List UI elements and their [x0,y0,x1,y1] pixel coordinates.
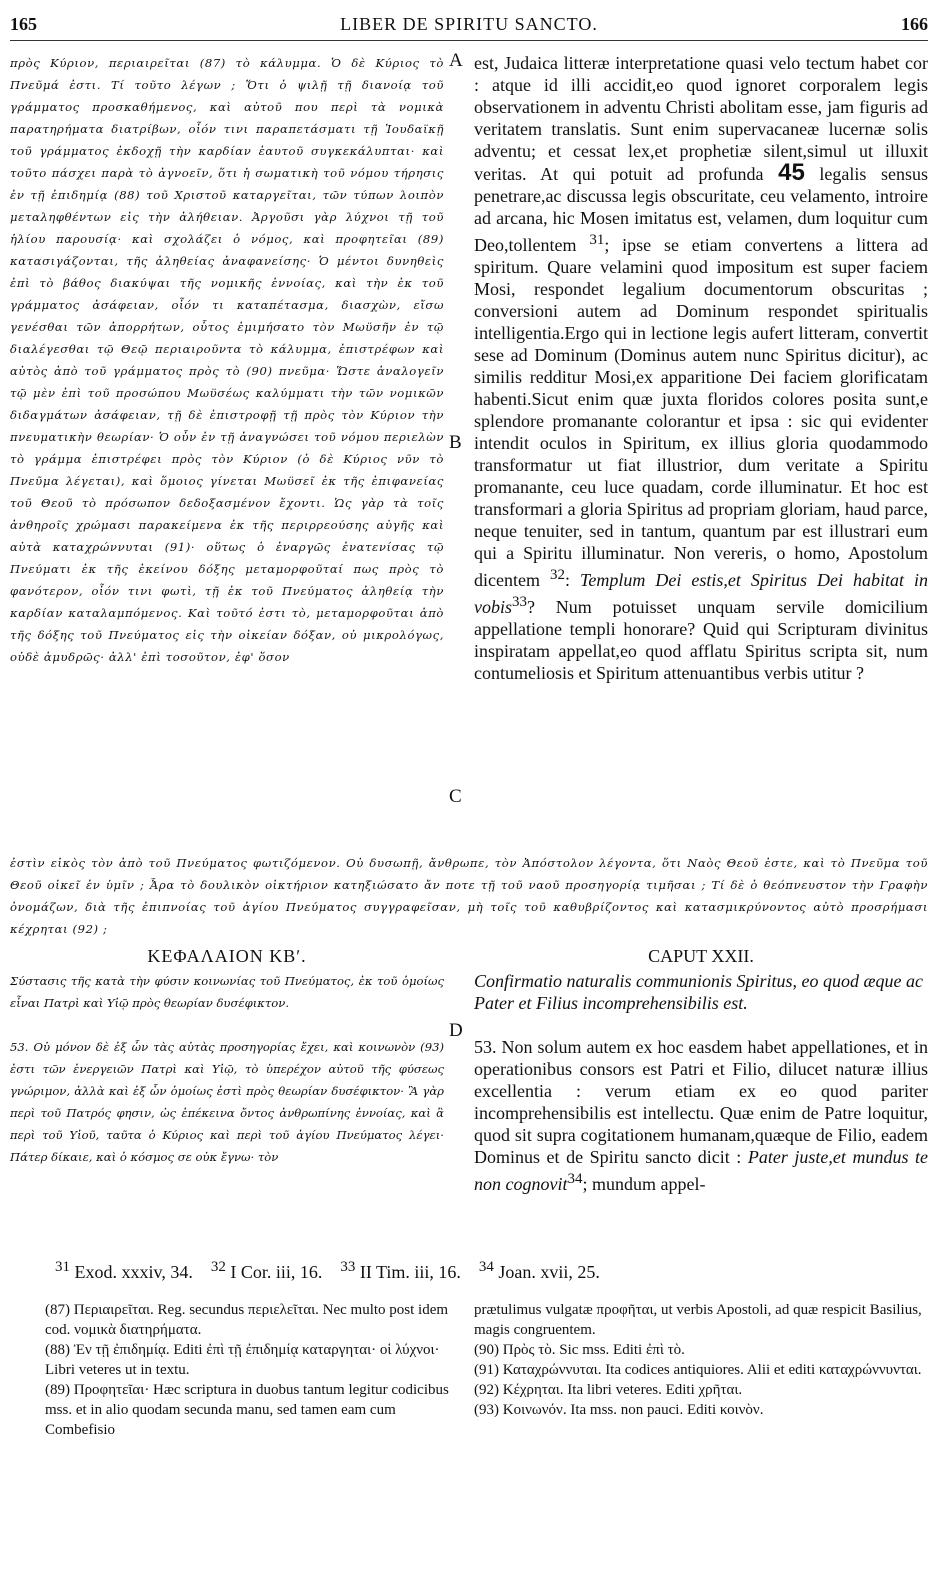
note-item: (89) Προφητεῖαι· Hæc scriptura in duobus tantum legitur codicibus mss. et in alio quodam secunda manu, sed tamen eam cum Combefisio [45,1382,449,1438]
page-number-left: 165 [10,14,37,34]
latin-part-2: legalis sensus penetrare,ac discussa legis obscuritate, ceu velamento, introire ad arcana, hic Mosen imitatus est, velamen, dum loquitur cum Deo,tollentem [474,164,928,255]
ref-text: I Cor. iii, 16. [230,1262,323,1282]
note-item: (92) Κέχρηται. Ita libri veteres. Editi χρῆται. [474,1382,743,1398]
ref-text: II Tim. iii, 16. [359,1262,461,1282]
note-item: (87) Περιαιρεῖται. Reg. secundus περιελεῖται. Nec multo post idem cod. νομικὰ διατηρήματα. [45,1302,449,1338]
greek-chapter-text: 53. Οὐ μόνον δὲ ἐξ ὧν τὰς αὐτὰς προσηγορίας ἔχει, καὶ κοινωνὸν (93) ἐστι τῶν ἐνεργειῶν Πατρὶ καὶ Υἱῷ, τὸ ὑπερέχον αὐτοῦ τῆς φύσεως γνώριμον, ἀλλὰ καὶ ἐξ ὧν ὁμοίως ἐστὶ πρὸς θεωρίαν δυσέφικτον· Ἃ γὰρ περὶ τοῦ Πατρός φησιν, ὡς ἐπέκεινα ὄντος ἀνθρωπίνης ἐννοίας, καὶ ἃ περὶ τοῦ Υἱοῦ, ταῦτα ὁ Κύριος καὶ περὶ τοῦ ἁγίου Πνεύματος λέγει· Πάτερ δίκαιε, καὶ ὁ κόσμος σε οὐκ ἔγνω· τὸν [10,1040,444,1164]
section-number: 45 [778,159,805,186]
page-number-right: 166 [901,14,928,34]
ref-number: 33 [340,1259,356,1275]
greek-chapter-summary: Σύστασις τῆς κατὰ τὴν φύσιν κοινωνίας τοῦ Πνεύματος, ἐκ τοῦ ὁμοίως εἶναι Πατρὶ καὶ Υἱῷ πρὸς θεωρίαν δυσέφικτον. [10,974,444,1010]
note-item: (90) Πρὸς τὸ. Sic mss. Editi ἐπὶ τὸ. [474,1342,685,1358]
note-item: prætulimus vulgatæ προφῆται, ut verbis Apostoli, ad quæ respicit Basilius, magis congruentem. [474,1302,922,1338]
latin-chapter-title: CAPUT XXII. [648,946,754,966]
latin-part-1: est, Judaica litteræ interpretatione quasi velo tectum habet cor : atque id illi accidit,eo quod ignoret corporalem legis observationem in adventu Christi abolitam esse, jam figuris ad veritatem translatis. Sunt enim supervacaneæ lucernæ solis adventu; et cessat lex,et prophetiæ silent,simul ut illuxit veritas. At qui potuit ad profunda [474,53,928,184]
latin-chapter-text-b: ; mundum appel- [582,1174,706,1194]
latin-chapter-text [474,1036,928,1195]
note-item: (88) Ἐν τῇ ἐπιδημίᾳ. Editi ἐπὶ τῇ ἐπιδημίᾳ καταργηται· οἱ λύχνοι· Libri veteres ut in textu. [45,1342,440,1378]
notes-left [45,1300,449,1440]
greek-chapter-title: ΚΕΦΑΛΑΙΟΝ ΚΒʹ. [147,946,307,966]
margin-letter-c: C [449,786,462,807]
footnote-ref-34: 34 [567,1171,583,1187]
footnote-ref-33: 33 [512,594,527,610]
latin-chapter-quote: Pater juste,et mundus te non cognovit [474,1147,928,1194]
latin-column-text: est, Judaica litteræ interpretatione quasi velo tectum habet cor : atque id illi accidit,eo quod ignoret corporalem legis observationem in adventu Christi abolitam esse, jam figuris ad veritatem translatis. Sunt enim supervacaneæ lucernæ solis adventu; et cessat lex,et prophetiæ silent,simul ut illuxit veritas. At qui potuit ad profunda 45 legalis sensus penetrare,ac discussa legis obscuritate, ceu velamento, introire ad arcana, hic Mosen imitatus est, velamen, dum loquitur cum Deo,tollentem $^{31}$; ipse se etiam convertens a littera ad spiritum. Quare velamini quod impositum est super faciem Mosi, respondet legalium documentorum obscuritas ; conversioni autem ad Dominum respondet spiritualis intelligentia.Ergo qui in lectione legis aufert litteram, convertit sese ad Dominum (Dominus autem nunc Spiritus dicitur), ac similis redditur Mosi,ex apparitione Dei faciem glorificatam habenti.Sicut enim quæ juxta floridos colores posita sunt,e splendore promanante colorantur et ipsa : sic qui evidenter intendit oculos in Spiritum, ex illius gloria quodammodo transformatur ut fiat illustrior, dum veritate a Spiritu promanante, ceu luce quadam, corde illuminatur. Et hoc est transformari a gloria Spiritus ad propriam gloriam, haud parce, neque tenuiter, sed in tantum, quantum par est illustrari eum qui a Spiritu illuminatur. Non vereris, o homo, Apostolum dicentem $^{32}$: Templum Dei estis,et Spiritus Dei habitat in vobis$^{33}$? Num potuisset unquam servile domicilium appellatione templi honorare? Quid qui Scripturam divinitus inspiratam appellat,eo quod afflatu Spiritus scripta sit, num contumeliosis et Spiritum attenuantibus verbis utitur ? [474,53,928,683]
latin-chapter-text-a: 53. Non solum autem ex hoc easdem habet appellationes, et in operationibus consors est Patri et Filio, dilucet naturæ illius excellentia : verum etiam ex eo quod pariter incomprehensibilis est intellectu. Quæ enim de Patre loquitur, quod sit supra cogitationem humanam,quæque de Filio, eadem Dominus et de Spiritu sancto dicit : [474,1037,928,1167]
running-header [10,14,928,38]
latin-part-3: ; ipse se etiam convertens a littera ad spiritum. Quare velamini quod impositum est super faciem Mosi, respondet legalium documentorum obscuritas ; conversioni autem ad Dominum respondet spiritualis intelligentia.Ergo qui in lectione legis aufert litteram, convertit sese ad Dominum (Dominus autem nunc Spiritus dicitur), ac similis redditur Mosi,ex apparitione Dei faciem glorificatam habenti.Sicut enim quæ juxta floridos colores posita sunt,e splendore promanante colorantur et ipsa : sic qui evidenter intendit oculos in Spiritum, ex illius gloria quodammodo transformatur ut fiat illustrior, dum veritate a Spiritu promanante, ceu luce quadam, corde illuminatur. Et hoc est transformari a gloria Spiritus ad propriam gloriam, haud parce, neque tenuiter, sed in tantum, quantum par est illustrari eum qui a Spiritu illuminatur. Non vereris, o homo, Apostolum dicentem [474,235,928,590]
margin-letter-b: B [449,432,462,453]
greek-full-width-text: ἐστὶν εἰκὸς τὸν ἀπὸ τοῦ Πνεύματος φωτιζόμενον. Οὐ δυσωπῇ, ἄνθρωπε, τὸν Ἀπόστολον λέγοντα, ὅτι Ναὸς Θεοῦ ἐστε, καὶ τὸ Πνεῦμα τοῦ Θεοῦ οἰκεῖ ἐν ὑμῖν ; Ἆρα τὸ δουλικὸν οἰκτήριον κατηξιώσατο ἄν ποτε τῇ τοῦ ναοῦ προσηγορίᾳ τιμῆσαι ; Τί δὲ ὁ θεόπνευστον τὴν Γραφὴν ὀνομάζων, διὰ τῆς ἐπιπνοίας τοῦ ἁγίου Πνεύματος συγγραφεῖσαν, μὴ τοῖς τοῦ καθυβρίζοντος καὶ κατασμικρύνοντος αὐτὸ προσρήμασι κέχρηται (92) ; [10,856,928,936]
notes-right [474,1300,928,1420]
margin-letter-d: D [449,1020,463,1041]
ref-number: 32 [210,1259,226,1275]
running-title: LIBER DE SPIRITU SANCTO. [340,14,598,34]
footnote-ref-32: 32 [550,567,566,583]
header-rule [10,40,928,41]
scripture-references [55,1256,925,1283]
greek-column-text: πρὸς Κύριον, περιαιρεῖται (87) τὸ κάλυμμα. Ὁ δὲ Κύριος τὸ Πνεῦμά ἐστι. Τί τοῦτο λέγων ; Ὅτι ὁ ψιλῇ τῇ διανοίᾳ τοῦ γράμματος προσκαθήμενος, καὶ αὐτοῦ που περὶ τὰ νομικὰ παρατηρήματα διατρίβων, οἷόν τινι παραπετάσματι τῇ Ἰουδαϊκῇ τοῦ γράμματος ἐκδοχῇ τὴν καρδίαν ἑαυτοῦ συγκεκάλυπται· καὶ τοῦτο πάσχει παρὰ τὸ ἀγνοεῖν, ὅτι ἡ σωματικὴ τοῦ νόμου τήρησις ἐν τῇ ἐπιδημίᾳ (88) τοῦ Χριστοῦ καταργεῖται, τῶν τύπων λοιπὸν μεταληφθέντων εἰς τὴν ἀλήθειαν. Ἀργοῦσι γὰρ λύχνοι τῇ τοῦ ἡλίου παρουσίᾳ· καὶ σχολάζει ὁ νόμος, καὶ προφητεῖαι (89) κατασιγάζονται, τῆς ἀληθείας ἀναφανείσης· Ὁ μέντοι δυνηθεὶς ἐπὶ τὸ βάθος διακύψαι τῆς νομικῆς ἐννοίας, καὶ τὴν ἐκ τοῦ γράμματος ἀσάφειαν, οἷόν τι καταπέτασμα, διασχὼν, εἴσω γενέσθαι τῶν ἀπορρήτων, οὗτος ἐμιμήσατο τὸν Μωϋσῆν ἐν τῷ διαλέγεσθαι τῷ Θεῷ περιαιροῦντα τὸ κάλυμμα, ἐπιστρέφων καὶ αὐτὸς ἀπὸ τοῦ γράμματος πρὸς τὸ (90) πνεῦμα· Ὥστε ἀναλογεῖν τῷ μὲν ἐπὶ τοῦ προσώπου Μωϋσέως καλύμματι τὴν τῶν νομικῶν διδαγμάτων ἀσάφειαν, τῇ δὲ ἐπιστροφῇ τῇ πρὸς τὸν Κύριον τὴν πνευματικὴν θεωρίαν· Ὁ οὖν ἐν τῇ ἀναγνώσει τοῦ νόμου περιελὼν τὸ γράμμα ἐπιστρέφει πρὸς τὸν Κύριον (ὁ δὲ Κύριος νῦν τὸ Πνεῦμα λέγεται), καὶ ὅμοιος γίνεται Μωϋσεῖ ἐκ τῆς ἐπιφανείας τοῦ Θεοῦ τὸ πρόσωπον δεδοξασμένον ἔχοντι. Ὡς γὰρ τὰ τοῖς ἀνθηροῖς χρώμασι παρακείμενα ἐκ τῆς περιρρεούσης αὐγῆς καὶ αὐτὰ καταχρώννυται (91)· οὕτως ὁ ἐναργῶς ἐνατενίσας τῷ Πνεύματι ἐκ τῆς ἐκείνου δόξης μεταμορφοῦταί πως πρὸς τὸ φανότερον, οἷόν τινι φωτὶ, τῇ ἐκ τοῦ Πνεύματος ἀληθείᾳ τὴν καρδίαν καταλαμπόμενος. Καὶ τοῦτό ἐστι τὸ, μεταμορφοῦται ἀπὸ τῆς δόξης τοῦ Πνεύματος εἰς τὴν οἰκείαν δόξαν, οὐ μικρολόγως, οὐδὲ ἀμυδρῶς· ἀλλ' ἐπὶ τοσοῦτον, ἐφ' ὅσον [10,56,444,664]
ref-number: 31 [55,1259,70,1275]
ref-text: Joan. xvii, 25. [498,1262,600,1282]
footnote-ref-31: 31 [589,232,605,248]
latin-part-4: ? Num potuisset unquam servile domicilium appellatione templi honorare? Quid qui Scripturam divinitus inspiratam appellat,eo quod afflatu Spiritus scripta sit, num contumeliosis et Spiritum attenuantibus verbis utitur ? [474,597,928,683]
note-item: (91) Καταχρώννυται. Ita codices antiquiores. Alii et editi καταχρώννυνται. [474,1362,922,1378]
ref-text: Exod. xxxiv, 34. [74,1262,193,1282]
note-item: (93) Κοινωνόν. Ita mss. non pauci. Editi κοινὸν. [474,1402,764,1418]
latin-chapter-summary: Confirmatio naturalis communionis Spiritus, eo quod æque ac Pater et Filius incomprehensibilis est. [474,971,924,1013]
ref-number: 34 [478,1259,494,1275]
margin-letter-a: A [449,50,463,71]
latin-quote: Templum Dei estis,et Spiritus Dei habitat in vobis [474,570,928,617]
